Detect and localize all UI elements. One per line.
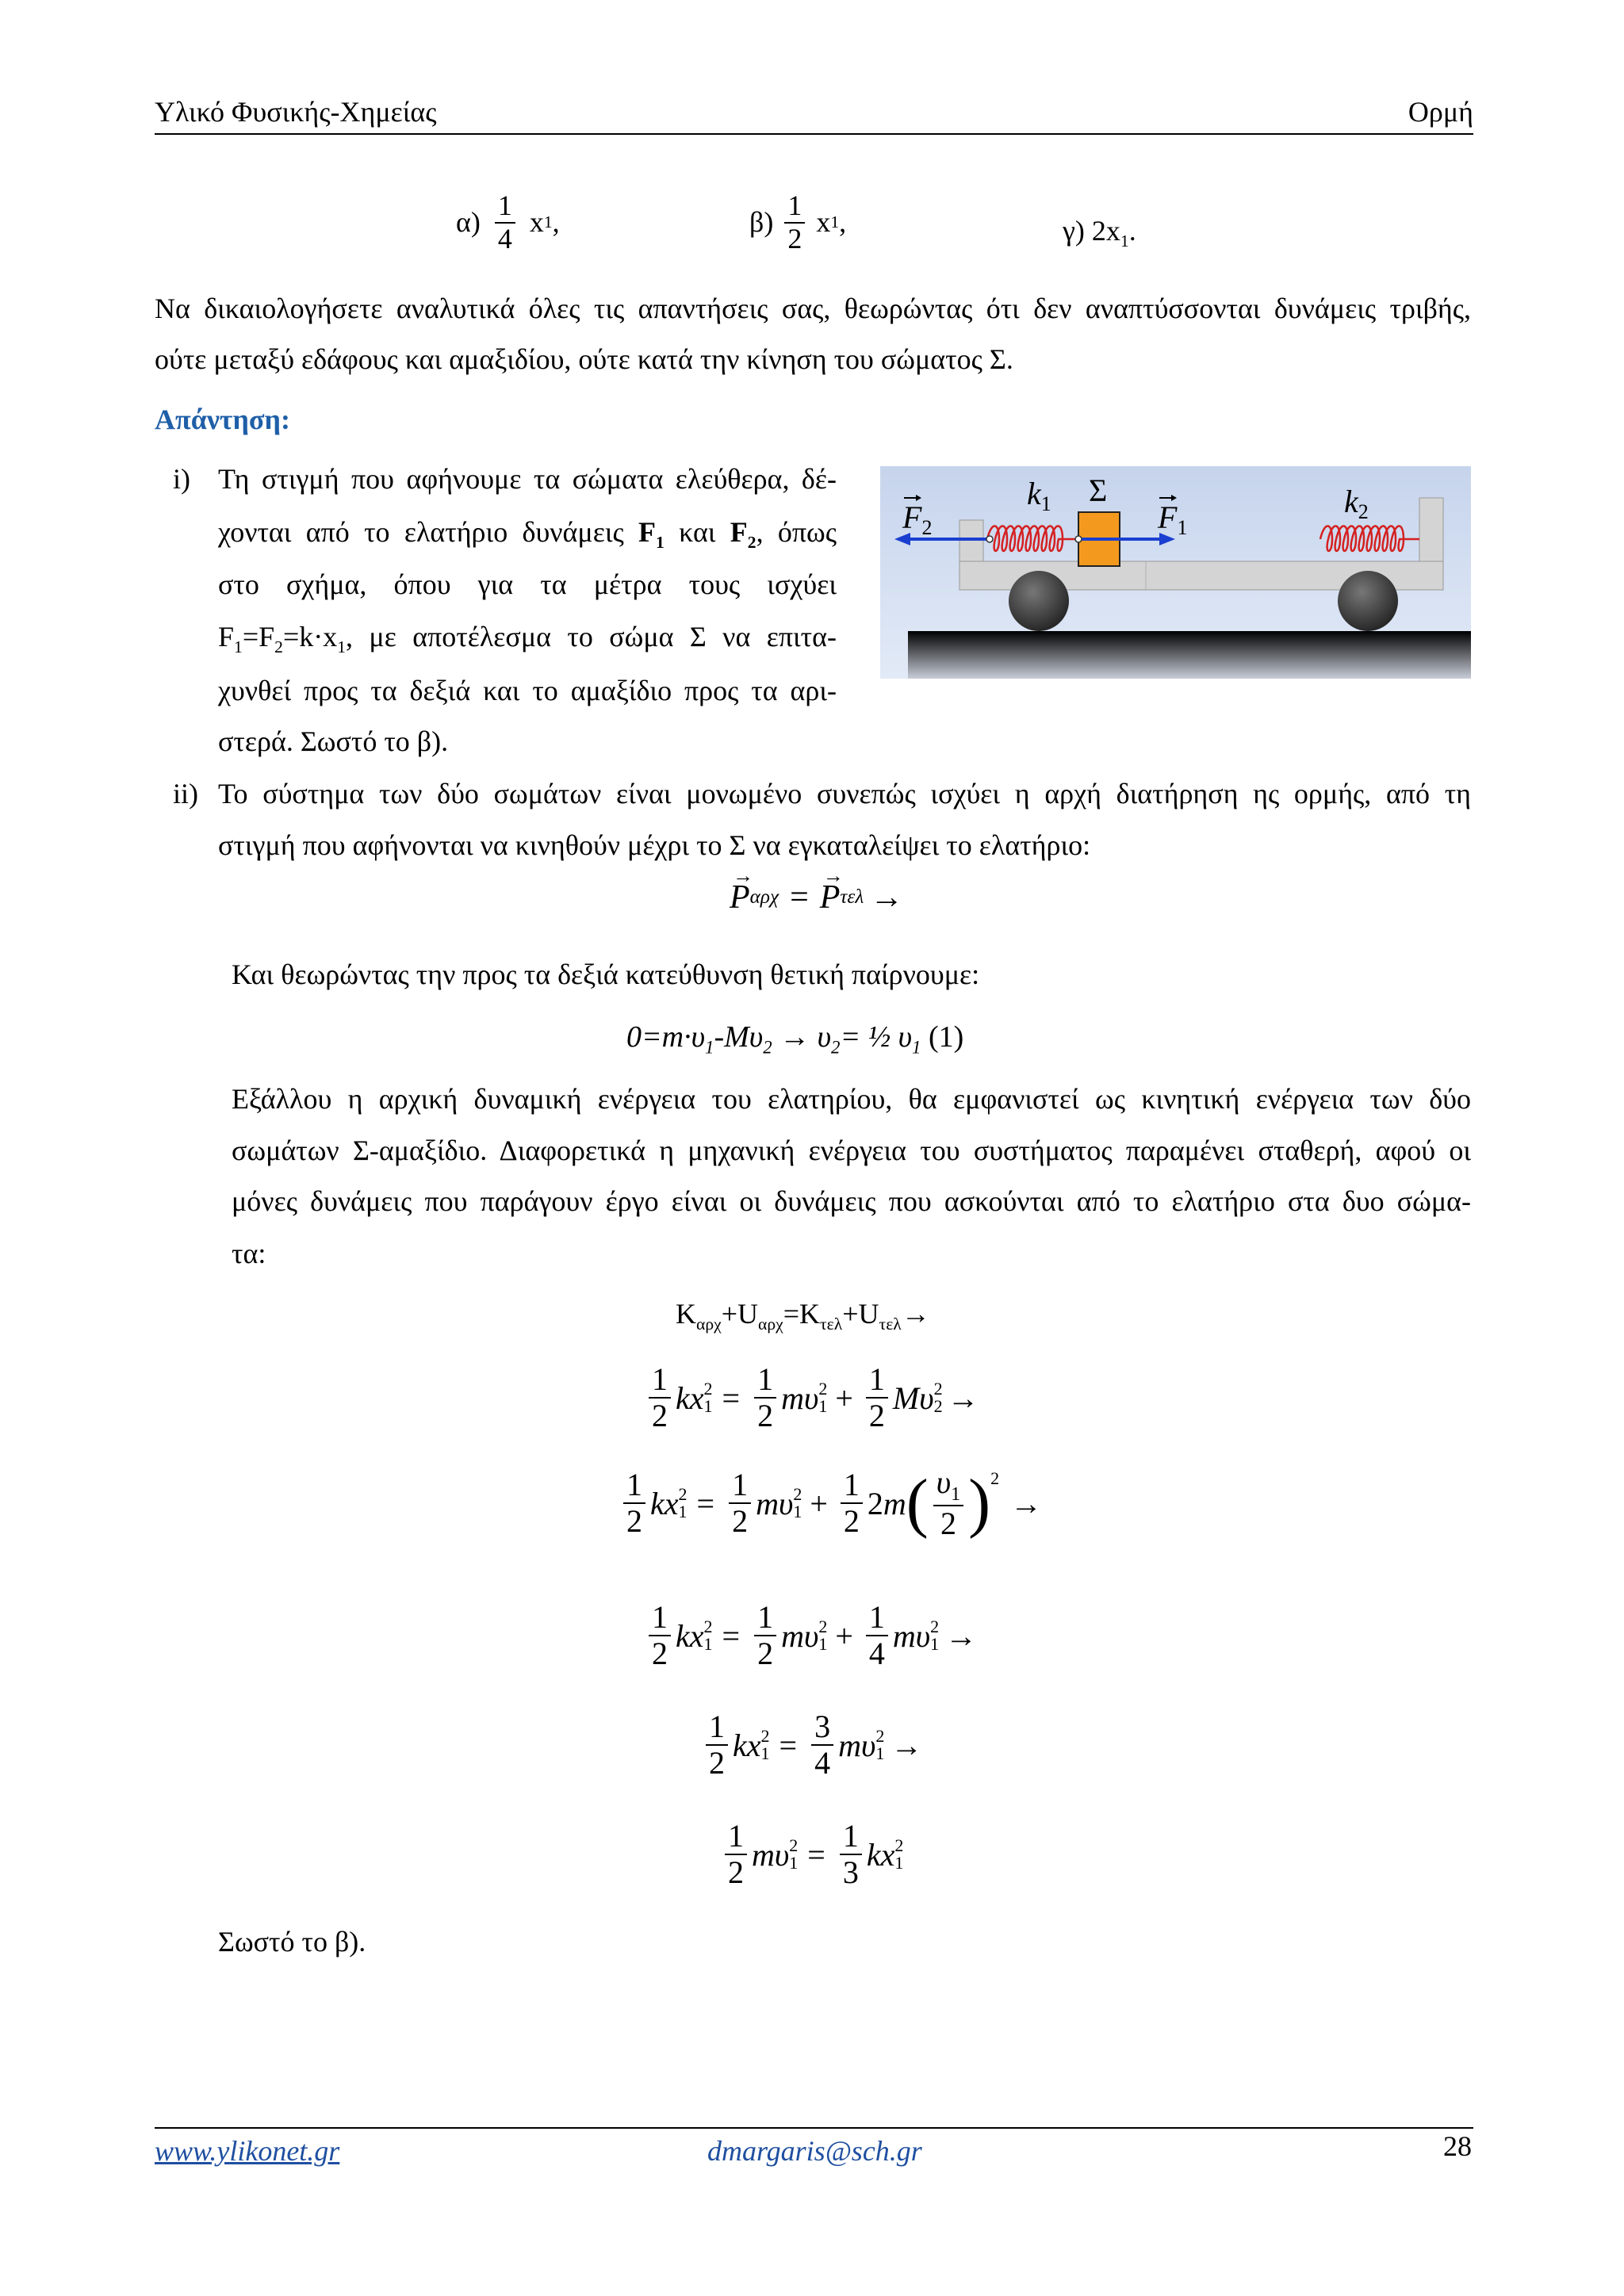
part-i-number: i) [173,463,190,495]
footer-email[interactable]: dmargaris@sch.gr [707,2135,922,2167]
energy-eq-step-3: $\frac{1}{2}$ k x 2 1 = $\frac{1}{2}$ m υ 2 1 + $\frac{1}{4}$ m υ 2 1 → [644,1600,977,1671]
label-k1: $k_1$ [1027,476,1051,515]
energy-conservation-eq: $K_{\alpha\rho\chi}+U_{\alpha\rho\chi}=K_{\tau\varepsilon\lambda}+U_{\tau\varepsilon\lambda}\to$ [676,1298,930,1334]
part-i-line-5: χυνθεί προς τα δεξιά και το αμαξίδιο προς τα αρι- [218,675,837,706]
energy-line-3: μόνες δυνάμεις που παράγουν έργο είναι οι δυνάμεις που ασκούνται από το ελατήριο στα δυο σώμα- [232,1185,1471,1217]
part-ii-line-1: Το σύστημα των δύο σωμάτων είναι μονωμένο συνεπώς ισχύει η αρχή διατήρηση ης ορμής, από τη [218,778,1471,809]
option-a: α) $\frac{1}{4}$ x 1 , [456,189,560,254]
option-c: γ) $2x_1$. [1063,215,1136,251]
footer-rule [155,2127,1473,2129]
conclusion: Σωστό το β). [218,1926,366,1957]
header-topic: Ορμή [1408,96,1473,128]
part-i-line-2: χονται από το ελατήριο δυνάμεις $F_1$ και $F_2$, όπως [218,516,837,553]
part-i-line-3: στο σχήμα, όπου για τα μέτρα τους ισχύει [218,568,837,600]
energy-line-1: Εξάλλου η αρχική δυναμική ενέργεια του ελατηρίου, θα εμφανιστεί ως κινητική ενέργεια των δύο [232,1083,1471,1115]
energy-line-2: σωμάτων Σ-αμαξίδιο. Διαφορετικά η μηχανική ενέργεια του συστήματος παραμένει σταθερή, αφού οι [232,1135,1471,1166]
part-i-line-4: $F_1=F_2=k\cdot x_1$, με αποτέλεσμα το σώμα Σ να επιτα- [218,621,837,657]
footer-website-link[interactable]: www.ylikonet.gr [155,2135,340,2167]
label-sigma: Σ [1089,473,1108,508]
right-wheel [1338,571,1398,631]
energy-eq-step-1: $\frac{1}{2}$ k x 2 1 = $\frac{1}{2}$ m υ 2 1 + $\frac{1}{2}$ M υ 2 2 → [644,1362,979,1433]
part-i-line-6: στερά. Σωστό το β). [218,725,449,757]
momentum-conservation-eq: → P αρχ = → P τελ → [730,864,904,916]
label-f1: $F_1$ [1158,499,1188,539]
left-wheel [1009,571,1069,631]
instructions-line-1: Να δικαιολογήσετε αναλυτικά όλες τις απαντήσεις σας, θεωρώντας ότι δεν αναπτύσσονται δυνάμεις τριβής, [155,293,1471,324]
part-ii-line-2: στιγμή που αφήνονται να κινηθούν μέχρι το Σ να εγκαταλείψει το ελατήριο: [218,829,1091,861]
label-k2: $k_2$ [1344,484,1369,523]
energy-line-4: τα: [232,1238,266,1269]
header-title: Υλικό Φυσικής-Χημείας [155,96,437,128]
instructions-line-2: ούτε μεταξύ εδάφους και αμαξιδίου, ούτε κατά την κίνηση του σώματος Σ. [155,343,1013,375]
page-number: 28 [1443,2130,1472,2162]
spring-cart-figure [880,466,1471,679]
floor [908,631,1471,679]
label-f2: $F_2$ [902,499,933,539]
part-ii-number: ii) [173,778,198,809]
part-ii-line-3: Και θεωρώντας την προς τα δεξιά κατεύθυνση θετική παίρνουμε: [232,959,980,990]
answer-heading: Απάντηση: [155,404,290,435]
momentum-equation: $0=m\cdot\upsilon_1-M\upsilon_2 \to \upsilon_2=$ ½ $\upsilon_1$ (1) [626,1020,964,1058]
energy-eq-step-4: $\frac{1}{2}$ k x 2 1 = $\frac{3}{4}$ m υ 2 1 → [701,1709,922,1781]
header-rule [155,133,1473,135]
option-b: β) $\frac{1}{2}$ x 1 , [749,189,847,254]
energy-eq-final: $\frac{1}{2}$ m υ 2 1 = $\frac{1}{3}$ k x 2 1 [720,1819,903,1890]
part-i-line-1: Τη στιγμή που αφήνουμε τα σώματα ελεύθερα, δέ- [218,463,837,495]
energy-eq-step-2: $\frac{1}{2}$ k x 2 1 = $\frac{1}{2}$ m υ 2 1 + $\frac{1}{2}$ 2 m ( $\frac{\upsilon_1}{2}$ ) 2 → [619,1465,1042,1541]
